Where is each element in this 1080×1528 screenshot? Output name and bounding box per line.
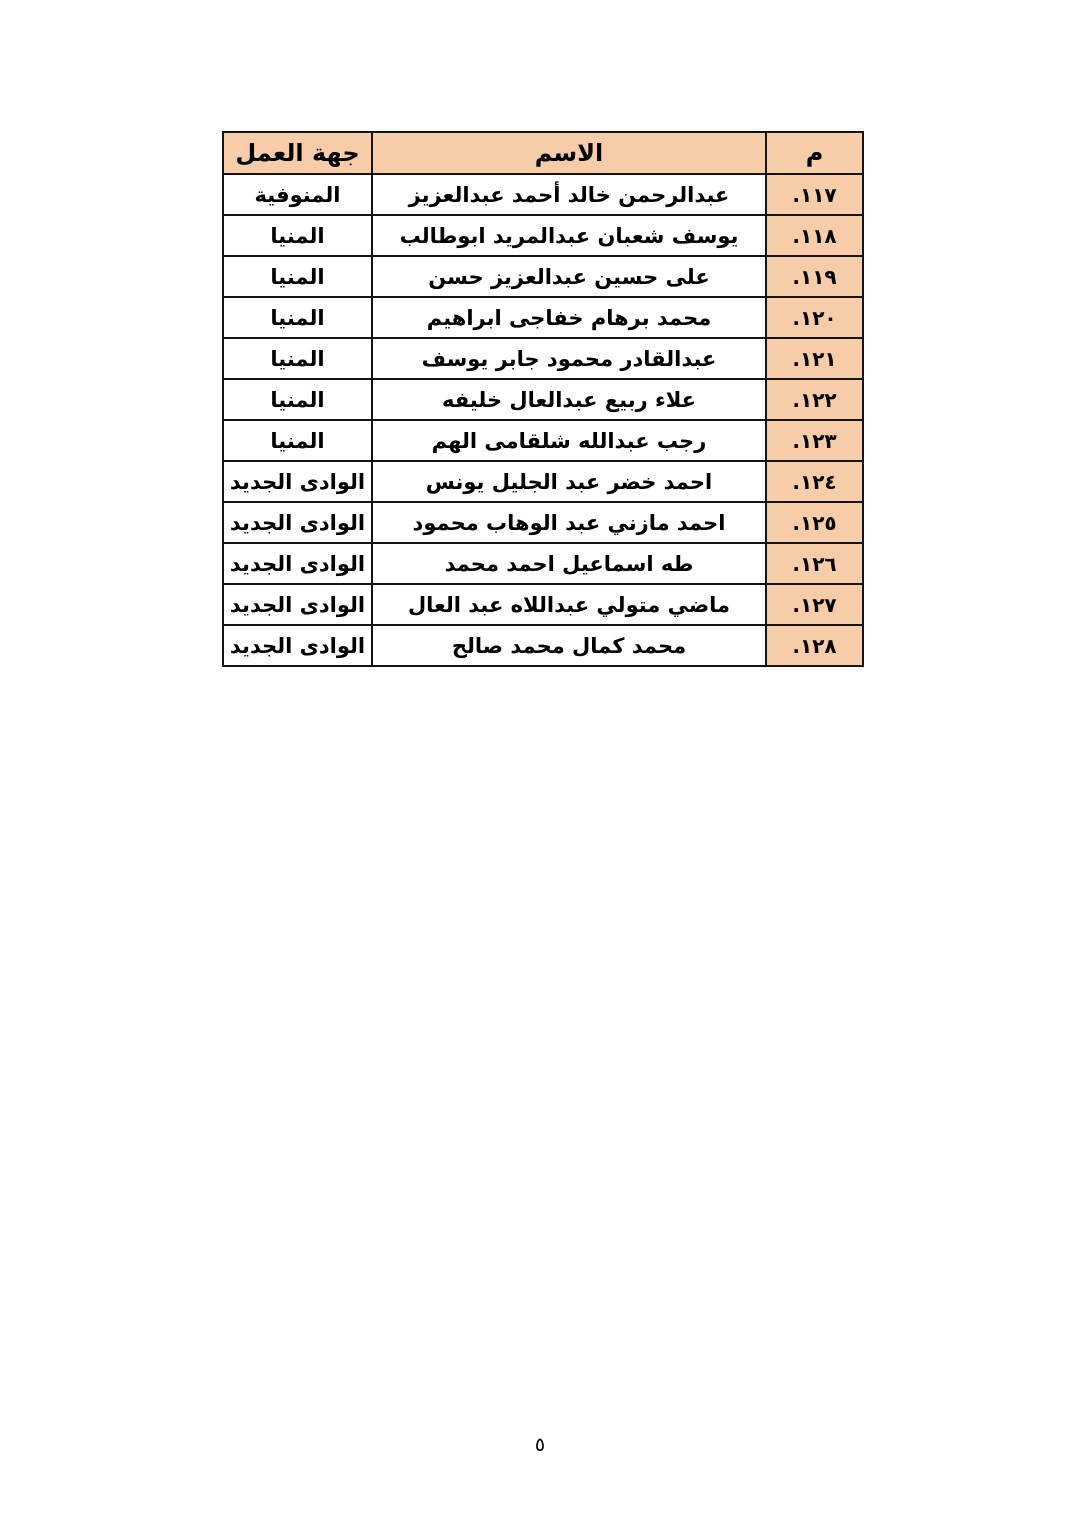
- cell-name: محمد كمال محمد صالح: [372, 625, 766, 666]
- cell-name: احمد مازني عبد الوهاب محمود: [372, 502, 766, 543]
- cell-workplace: الوادى الجديد: [223, 461, 372, 502]
- cell-workplace: المنيا: [223, 379, 372, 420]
- table-row: [223, 174, 863, 215]
- cell-workplace: المنيا: [223, 256, 372, 297]
- header-cell-workplace: جهة العمل: [223, 132, 372, 174]
- cell-name: طه اسماعيل احمد محمد: [372, 543, 766, 584]
- cell-name: احمد خضر عبد الجليل يونس: [372, 461, 766, 502]
- table-row: [223, 461, 863, 502]
- table-row: [223, 625, 863, 666]
- table-row: [223, 215, 863, 256]
- table-row: [223, 379, 863, 420]
- cell-name: يوسف شعبان عبدالمريد ابوطالب: [372, 215, 766, 256]
- cell-serial: ١١٧.: [766, 174, 863, 215]
- table-row: [223, 420, 863, 461]
- cell-serial: ١٢٢.: [766, 379, 863, 420]
- cell-name: على حسين عبدالعزيز حسن: [372, 256, 766, 297]
- cell-workplace: الوادى الجديد: [223, 625, 372, 666]
- cell-serial: ١٢٣.: [766, 420, 863, 461]
- page-number: ٥: [534, 1434, 546, 1456]
- cell-name: رجب عبدالله شلقامى الهم: [372, 420, 766, 461]
- cell-workplace: المنيا: [223, 420, 372, 461]
- cell-serial: ١١٩.: [766, 256, 863, 297]
- cell-serial: ١٢٤.: [766, 461, 863, 502]
- cell-serial: ١٢٥.: [766, 502, 863, 543]
- cell-serial: ١٢٨.: [766, 625, 863, 666]
- cell-serial: ١٢٦.: [766, 543, 863, 584]
- cell-serial: ١٢٧.: [766, 584, 863, 625]
- table-row: [223, 297, 863, 338]
- table-row: [223, 256, 863, 297]
- cell-serial: ١٢١.: [766, 338, 863, 379]
- cell-name: عبدالقادر محمود جابر يوسف: [372, 338, 766, 379]
- cell-name: محمد برهام خفاجى ابراهيم: [372, 297, 766, 338]
- header-row: [223, 132, 863, 174]
- cell-serial: ١٢٠.: [766, 297, 863, 338]
- cell-name: عبدالرحمن خالد أحمد عبدالعزيز: [372, 174, 766, 215]
- cell-workplace: المنيا: [223, 338, 372, 379]
- cell-workplace: المنوفية: [223, 174, 372, 215]
- header-cell-serial: م: [766, 132, 863, 174]
- cell-workplace: الوادى الجديد: [223, 543, 372, 584]
- table-row: [223, 502, 863, 543]
- cell-workplace: الوادى الجديد: [223, 502, 372, 543]
- table-row: [223, 584, 863, 625]
- header-cell-name: الاسم: [372, 132, 766, 174]
- cell-serial: ١١٨.: [766, 215, 863, 256]
- cell-workplace: الوادى الجديد: [223, 584, 372, 625]
- cell-name: ماضي متولي عبداللاه عبد العال: [372, 584, 766, 625]
- cell-name: علاء ربيع عبدالعال خليفه: [372, 379, 766, 420]
- roster-table-body: [223, 174, 863, 666]
- cell-workplace: المنيا: [223, 297, 372, 338]
- table-row: [223, 338, 863, 379]
- table-row: [223, 543, 863, 584]
- roster-table-header: [223, 132, 863, 174]
- roster-table: [222, 131, 864, 667]
- cell-workplace: المنيا: [223, 215, 372, 256]
